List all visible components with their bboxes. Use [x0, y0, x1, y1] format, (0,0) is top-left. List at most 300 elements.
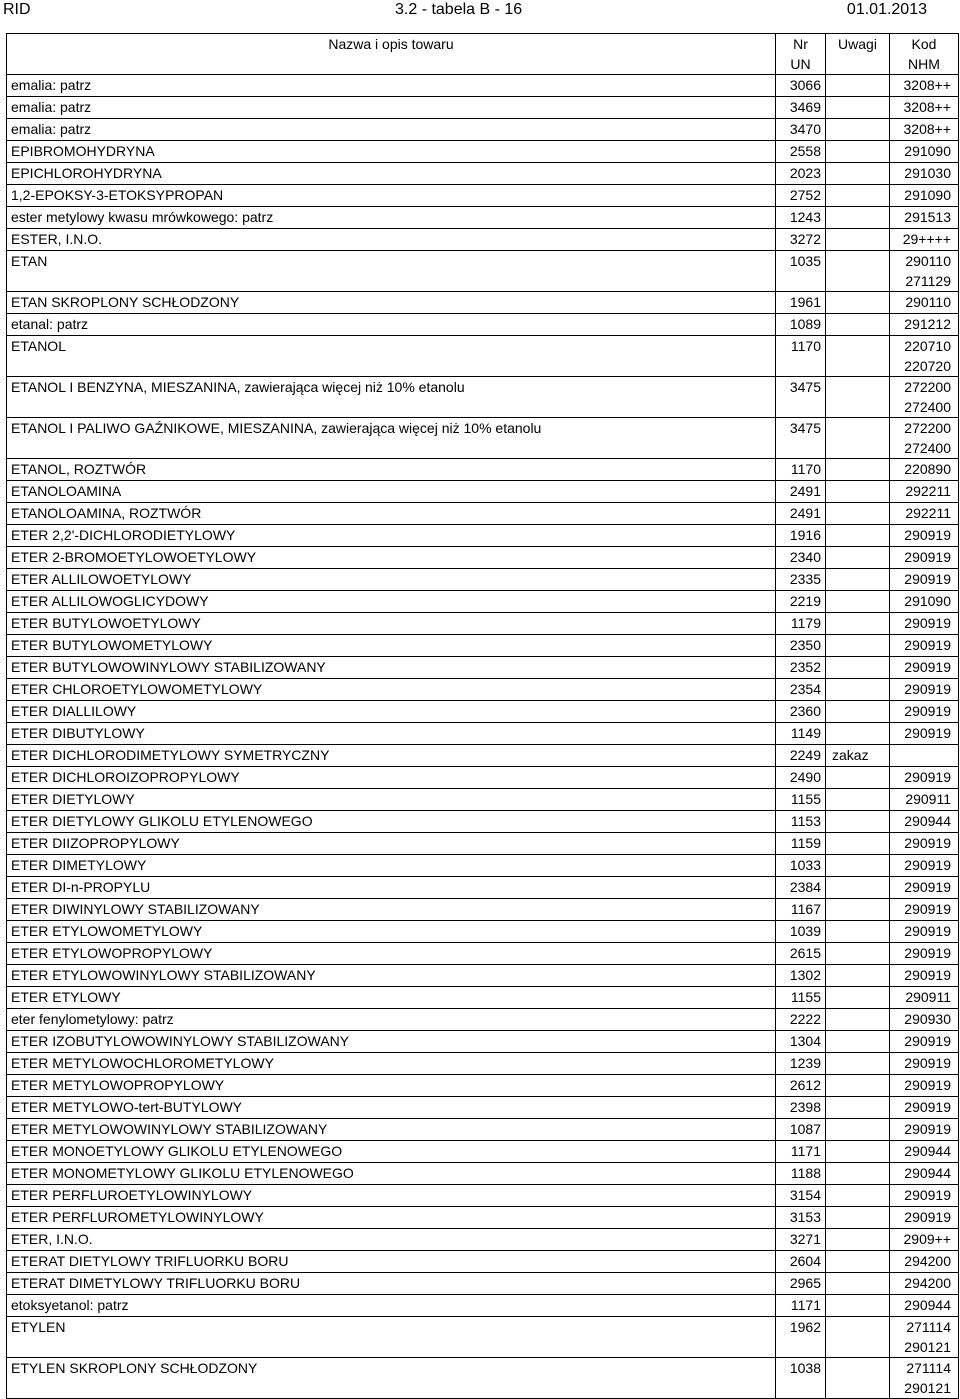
cell-uwagi — [826, 377, 890, 418]
cell-un-number: 1087 — [776, 1119, 826, 1141]
goods-table — [6, 33, 959, 1399]
cell-uwagi — [826, 119, 890, 141]
cell-kod-nhm — [890, 163, 959, 185]
cell-uwagi — [826, 163, 890, 185]
cell-un-number: 2360 — [776, 701, 826, 723]
cell-kod-nhm — [890, 503, 959, 525]
cell-name: ETER BUTYLOWOETYLOWY — [7, 613, 776, 635]
cell-un-number: 3475 — [776, 418, 826, 459]
cell-uwagi — [826, 987, 890, 1009]
table-row — [7, 701, 959, 723]
cell-kod-nhm — [890, 745, 959, 767]
cell-un-number: 2604 — [776, 1251, 826, 1273]
cell-uwagi — [826, 251, 890, 292]
header-date: 01.01.2013 — [846, 1, 927, 18]
table-row — [7, 1163, 959, 1185]
kod-line: 272400 — [904, 440, 951, 456]
kod-line: 290919 — [904, 967, 951, 983]
kod-line: 290919 — [904, 1209, 951, 1225]
cell-uwagi — [826, 547, 890, 569]
cell-un-number: 1038 — [776, 1358, 826, 1399]
table-row — [7, 1141, 959, 1163]
kod-line: 272200 — [904, 379, 951, 395]
cell-kod-nhm — [890, 921, 959, 943]
table-row — [7, 1031, 959, 1053]
kod-line: 290919 — [904, 1099, 951, 1115]
cell-un-number: 1159 — [776, 833, 826, 855]
kod-line: 290919 — [904, 1121, 951, 1137]
kod-line: 290121 — [904, 1339, 951, 1355]
cell-kod-nhm — [890, 97, 959, 119]
cell-name: emalia: patrz — [7, 97, 776, 119]
cell-kod-nhm — [890, 833, 959, 855]
cell-name: ETER 2,2'-DICHLORODIETYLOWY — [7, 525, 776, 547]
cell-name: ETER ETYLOWOMETYLOWY — [7, 921, 776, 943]
page-header — [0, 0, 960, 24]
table-row — [7, 314, 959, 336]
cell-un-number: 1239 — [776, 1053, 826, 1075]
cell-kod-nhm — [890, 229, 959, 251]
cell-un-number: 2965 — [776, 1273, 826, 1295]
kod-line: 290919 — [904, 1187, 951, 1203]
cell-name: ETANOL — [7, 336, 776, 377]
cell-name: ETANOL I BENZYNA, MIESZANINA, zawierająca więcej niż 10% etanolu — [7, 377, 776, 418]
cell-un-number: 3272 — [776, 229, 826, 251]
kod-line: 290919 — [904, 615, 951, 631]
kod-line: 290919 — [904, 945, 951, 961]
cell-name: ester metylowy kwasu mrówkowego: patrz — [7, 207, 776, 229]
cell-uwagi — [826, 1009, 890, 1031]
cell-un-number: 2249 — [776, 745, 826, 767]
cell-un-number: 1089 — [776, 314, 826, 336]
table-row — [7, 141, 959, 163]
cell-uwagi — [826, 185, 890, 207]
kod-line: 290944 — [904, 1165, 951, 1181]
table-row — [7, 569, 959, 591]
table-row — [7, 163, 959, 185]
cell-un-number: 2558 — [776, 141, 826, 163]
cell-uwagi — [826, 943, 890, 965]
table-row — [7, 481, 959, 503]
cell-un-number: 1243 — [776, 207, 826, 229]
table-row — [7, 229, 959, 251]
kod-line: 220710 — [904, 338, 951, 354]
cell-name: EPIBROMOHYDRYNA — [7, 141, 776, 163]
cell-uwagi — [826, 1317, 890, 1358]
kod-line: 290919 — [904, 637, 951, 653]
cell-kod-nhm — [890, 657, 959, 679]
kod-line: 291212 — [904, 316, 951, 332]
cell-un-number: 1916 — [776, 525, 826, 547]
cell-un-number: 3153 — [776, 1207, 826, 1229]
cell-name: ETANOL, ROZTWÓR — [7, 459, 776, 481]
cell-uwagi — [826, 1358, 890, 1399]
cell-name: ETER DIWINYLOWY STABILIZOWANY — [7, 899, 776, 921]
cell-uwagi — [826, 569, 890, 591]
cell-name: ETERAT DIMETYLOWY TRIFLUORKU BORU — [7, 1273, 776, 1295]
cell-name: ETERAT DIETYLOWY TRIFLUORKU BORU — [7, 1251, 776, 1273]
table-row — [7, 1119, 959, 1141]
cell-name: ETER BUTYLOWOMETYLOWY — [7, 635, 776, 657]
cell-uwagi — [826, 314, 890, 336]
cell-name: ETER METYLOWOCHLOROMETYLOWY — [7, 1053, 776, 1075]
cell-kod-nhm — [890, 459, 959, 481]
table-row — [7, 833, 959, 855]
cell-uwagi — [826, 1097, 890, 1119]
table-row — [7, 921, 959, 943]
table-row — [7, 987, 959, 1009]
table-row — [7, 1053, 959, 1075]
cell-un-number: 1033 — [776, 855, 826, 877]
kod-line: 272400 — [904, 399, 951, 415]
cell-name: ETER METYLOWOWINYLOWY STABILIZOWANY — [7, 1119, 776, 1141]
table-row — [7, 877, 959, 899]
kod-line: 290919 — [904, 901, 951, 917]
table-row — [7, 251, 959, 292]
kod-line: 290110 — [905, 294, 951, 310]
kod-line: 290930 — [904, 1011, 951, 1027]
cell-kod-nhm — [890, 119, 959, 141]
table-row — [7, 745, 959, 767]
cell-kod-nhm — [890, 292, 959, 314]
cell-un-number: 1155 — [776, 789, 826, 811]
kod-line: 271114 — [906, 1319, 951, 1335]
cell-un-number: 1188 — [776, 1163, 826, 1185]
cell-kod-nhm — [890, 855, 959, 877]
table-row — [7, 723, 959, 745]
table-row — [7, 1317, 959, 1358]
cell-uwagi — [826, 336, 890, 377]
cell-uwagi — [826, 855, 890, 877]
cell-un-number: 2490 — [776, 767, 826, 789]
cell-kod-nhm — [890, 1119, 959, 1141]
cell-un-number: 1171 — [776, 1295, 826, 1317]
cell-un-number: 3469 — [776, 97, 826, 119]
cell-name: emalia: patrz — [7, 75, 776, 97]
cell-un-number: 2219 — [776, 591, 826, 613]
cell-uwagi — [826, 679, 890, 701]
table-row — [7, 1185, 959, 1207]
kod-line: 290919 — [904, 571, 951, 587]
kod-line: 291030 — [904, 165, 951, 181]
cell-kod-nhm — [890, 251, 959, 292]
table-row — [7, 185, 959, 207]
kod-line: 290919 — [904, 549, 951, 565]
cell-name: ETAN SKROPLONY SCHŁODZONY — [7, 292, 776, 314]
cell-kod-nhm — [890, 877, 959, 899]
kod-line: 3208++ — [903, 121, 951, 137]
table-row — [7, 525, 959, 547]
cell-un-number: 2352 — [776, 657, 826, 679]
cell-name: ETANOLOAMINA — [7, 481, 776, 503]
cell-kod-nhm — [890, 679, 959, 701]
cell-uwagi — [826, 635, 890, 657]
cell-un-number: 3154 — [776, 1185, 826, 1207]
cell-kod-nhm — [890, 811, 959, 833]
table-row — [7, 943, 959, 965]
kod-line: 220890 — [904, 461, 951, 477]
cell-uwagi — [826, 1163, 890, 1185]
kod-line: 290919 — [904, 769, 951, 785]
cell-kod-nhm — [890, 525, 959, 547]
col-header-un: Nr UN — [776, 34, 826, 75]
table-row — [7, 1229, 959, 1251]
cell-un-number: 1149 — [776, 723, 826, 745]
kod-line: 291090 — [904, 143, 951, 159]
table-row — [7, 965, 959, 987]
table-row — [7, 591, 959, 613]
cell-name: ETER DIETYLOWY — [7, 789, 776, 811]
kod-line: 290110 — [905, 253, 951, 269]
cell-kod-nhm — [890, 481, 959, 503]
cell-name: ETER MONOMETYLOWY GLIKOLU ETYLENOWEGO — [7, 1163, 776, 1185]
cell-uwagi — [826, 1053, 890, 1075]
kod-line: 290919 — [904, 703, 951, 719]
cell-kod-nhm — [890, 1031, 959, 1053]
cell-name: 1,2-EPOKSY-3-ETOKSYPROPAN — [7, 185, 776, 207]
cell-kod-nhm — [890, 723, 959, 745]
cell-uwagi — [826, 657, 890, 679]
kod-line: 294200 — [904, 1253, 951, 1269]
kod-line: 292211 — [905, 505, 951, 521]
kod-line: 3208++ — [903, 99, 951, 115]
cell-kod-nhm — [890, 1317, 959, 1358]
header-left: RID — [3, 1, 31, 18]
cell-name: ETER DI-n-PROPYLU — [7, 877, 776, 899]
kod-line: 294200 — [904, 1275, 951, 1291]
col-header-kod: Kod NHM — [890, 34, 959, 75]
cell-uwagi — [826, 1229, 890, 1251]
kod-line: 291090 — [904, 593, 951, 609]
cell-un-number: 1167 — [776, 899, 826, 921]
cell-name: ESTER, I.N.O. — [7, 229, 776, 251]
kod-line: 290919 — [904, 725, 951, 741]
table-row — [7, 292, 959, 314]
cell-uwagi — [826, 899, 890, 921]
kod-line: 272200 — [904, 420, 951, 436]
col-header-name: Nazwa i opis towaru — [7, 34, 776, 75]
cell-kod-nhm — [890, 701, 959, 723]
kod-line: 290944 — [904, 813, 951, 829]
cell-name: ETER PERFLUROETYLOWINYLOWY — [7, 1185, 776, 1207]
table-row — [7, 679, 959, 701]
table-row — [7, 547, 959, 569]
cell-uwagi — [826, 921, 890, 943]
kod-line: 290919 — [904, 681, 951, 697]
cell-name: ETER METYLOWO-tert-BUTYLOWY — [7, 1097, 776, 1119]
cell-un-number: 2222 — [776, 1009, 826, 1031]
kod-line: 290911 — [905, 791, 951, 807]
cell-uwagi — [826, 1141, 890, 1163]
table-row — [7, 75, 959, 97]
cell-uwagi — [826, 229, 890, 251]
cell-kod-nhm — [890, 987, 959, 1009]
table-row — [7, 855, 959, 877]
cell-name: ETER ETYLOWOWINYLOWY STABILIZOWANY — [7, 965, 776, 987]
table-row — [7, 207, 959, 229]
cell-kod-nhm — [890, 613, 959, 635]
table-row — [7, 1295, 959, 1317]
cell-uwagi — [826, 613, 890, 635]
kod-line: 291090 — [904, 187, 951, 203]
cell-uwagi — [826, 1207, 890, 1229]
cell-kod-nhm — [890, 75, 959, 97]
cell-name: ETER DIMETYLOWY — [7, 855, 776, 877]
cell-kod-nhm — [890, 377, 959, 418]
table-row — [7, 657, 959, 679]
kod-line: 290944 — [904, 1297, 951, 1313]
table-body — [7, 75, 959, 1399]
table-row — [7, 336, 959, 377]
table-row — [7, 418, 959, 459]
cell-uwagi — [826, 141, 890, 163]
cell-name: ETER PERFLUROMETYLOWINYLOWY — [7, 1207, 776, 1229]
table-row — [7, 377, 959, 418]
kod-line: 290944 — [904, 1143, 951, 1159]
kod-line: 290919 — [904, 527, 951, 543]
kod-line: 290911 — [905, 989, 951, 1005]
cell-uwagi — [826, 525, 890, 547]
cell-name: ETANOLOAMINA, ROZTWÓR — [7, 503, 776, 525]
cell-kod-nhm — [890, 1358, 959, 1399]
cell-kod-nhm — [890, 1273, 959, 1295]
cell-name: EPICHLOROHYDRYNA — [7, 163, 776, 185]
cell-un-number: 2615 — [776, 943, 826, 965]
cell-uwagi: zakaz — [826, 745, 890, 767]
cell-name: ETER ALLILOWOGLICYDOWY — [7, 591, 776, 613]
kod-line: 290919 — [904, 923, 951, 939]
table-row — [7, 1009, 959, 1031]
table-row — [7, 635, 959, 657]
table-row — [7, 1273, 959, 1295]
cell-uwagi — [826, 811, 890, 833]
cell-uwagi — [826, 833, 890, 855]
cell-uwagi — [826, 767, 890, 789]
cell-name: ETER ETYLOWOPROPYLOWY — [7, 943, 776, 965]
cell-kod-nhm — [890, 207, 959, 229]
table-row — [7, 1207, 959, 1229]
cell-name: ETER METYLOWOPROPYLOWY — [7, 1075, 776, 1097]
cell-name: ETER DIIZOPROPYLOWY — [7, 833, 776, 855]
kod-line: 290121 — [904, 1380, 951, 1396]
cell-name: ETER DICHLOROIZOPROPYLOWY — [7, 767, 776, 789]
cell-name: etoksyetanol: patrz — [7, 1295, 776, 1317]
cell-uwagi — [826, 481, 890, 503]
table-row — [7, 811, 959, 833]
cell-kod-nhm — [890, 943, 959, 965]
table-row — [7, 1251, 959, 1273]
kod-line: 220720 — [904, 358, 951, 374]
cell-un-number: 1170 — [776, 459, 826, 481]
kod-line: 290919 — [904, 835, 951, 851]
cell-un-number: 2335 — [776, 569, 826, 591]
cell-kod-nhm — [890, 141, 959, 163]
cell-un-number: 1153 — [776, 811, 826, 833]
cell-un-number: 2354 — [776, 679, 826, 701]
cell-un-number: 2023 — [776, 163, 826, 185]
table-row — [7, 459, 959, 481]
cell-kod-nhm — [890, 789, 959, 811]
kod-line: 271129 — [905, 273, 951, 289]
cell-un-number: 1171 — [776, 1141, 826, 1163]
cell-kod-nhm — [890, 185, 959, 207]
cell-kod-nhm — [890, 1295, 959, 1317]
cell-kod-nhm — [890, 1207, 959, 1229]
cell-un-number: 2340 — [776, 547, 826, 569]
cell-un-number: 1155 — [776, 987, 826, 1009]
table-row — [7, 503, 959, 525]
table-row — [7, 1358, 959, 1399]
cell-un-number: 1179 — [776, 613, 826, 635]
cell-un-number: 1170 — [776, 336, 826, 377]
cell-uwagi — [826, 701, 890, 723]
cell-name: ETER BUTYLOWOWINYLOWY STABILIZOWANY — [7, 657, 776, 679]
cell-uwagi — [826, 877, 890, 899]
cell-kod-nhm — [890, 1141, 959, 1163]
cell-name: ETANOL I PALIWO GAŹNIKOWE, MIESZANINA, zawierająca więcej niż 10% etanolu — [7, 418, 776, 459]
header-center: 3.2 - tabela B - 16 — [395, 1, 523, 18]
cell-name: ETER 2-BROMOETYLOWOETYLOWY — [7, 547, 776, 569]
cell-uwagi — [826, 207, 890, 229]
cell-kod-nhm — [890, 418, 959, 459]
cell-kod-nhm — [890, 569, 959, 591]
cell-kod-nhm — [890, 899, 959, 921]
cell-un-number: 2491 — [776, 503, 826, 525]
table-row — [7, 1075, 959, 1097]
cell-kod-nhm — [890, 1229, 959, 1251]
cell-uwagi — [826, 75, 890, 97]
cell-name: ETAN — [7, 251, 776, 292]
table-row — [7, 1097, 959, 1119]
cell-name: ETER IZOBUTYLOWOWINYLOWY STABILIZOWANY — [7, 1031, 776, 1053]
table-row — [7, 97, 959, 119]
cell-un-number: 2752 — [776, 185, 826, 207]
kod-line: 290919 — [904, 1033, 951, 1049]
cell-kod-nhm — [890, 1185, 959, 1207]
cell-un-number: 1302 — [776, 965, 826, 987]
cell-name: ETYLEN — [7, 1317, 776, 1358]
cell-uwagi — [826, 292, 890, 314]
cell-kod-nhm — [890, 767, 959, 789]
kod-line: 290919 — [904, 857, 951, 873]
cell-name: ETER DIETYLOWY GLIKOLU ETYLENOWEGO — [7, 811, 776, 833]
kod-line: 29++++ — [902, 231, 951, 247]
kod-line: 2909++ — [903, 1231, 951, 1247]
kod-line: 290919 — [904, 659, 951, 675]
cell-un-number: 2398 — [776, 1097, 826, 1119]
cell-un-number: 2612 — [776, 1075, 826, 1097]
cell-un-number: 1304 — [776, 1031, 826, 1053]
table-row — [7, 789, 959, 811]
cell-un-number: 3470 — [776, 119, 826, 141]
cell-name: ETER, I.N.O. — [7, 1229, 776, 1251]
cell-uwagi — [826, 459, 890, 481]
cell-kod-nhm — [890, 1251, 959, 1273]
table-row — [7, 899, 959, 921]
table-row — [7, 119, 959, 141]
table-header-row — [7, 34, 959, 75]
cell-name: emalia: patrz — [7, 119, 776, 141]
cell-un-number: 1039 — [776, 921, 826, 943]
cell-uwagi — [826, 97, 890, 119]
cell-un-number: 3066 — [776, 75, 826, 97]
cell-uwagi — [826, 965, 890, 987]
cell-name: ETER ALLILOWOETYLOWY — [7, 569, 776, 591]
cell-uwagi — [826, 723, 890, 745]
cell-uwagi — [826, 1075, 890, 1097]
col-header-uwagi: Uwagi — [826, 34, 890, 75]
kod-line: 292211 — [905, 483, 951, 499]
